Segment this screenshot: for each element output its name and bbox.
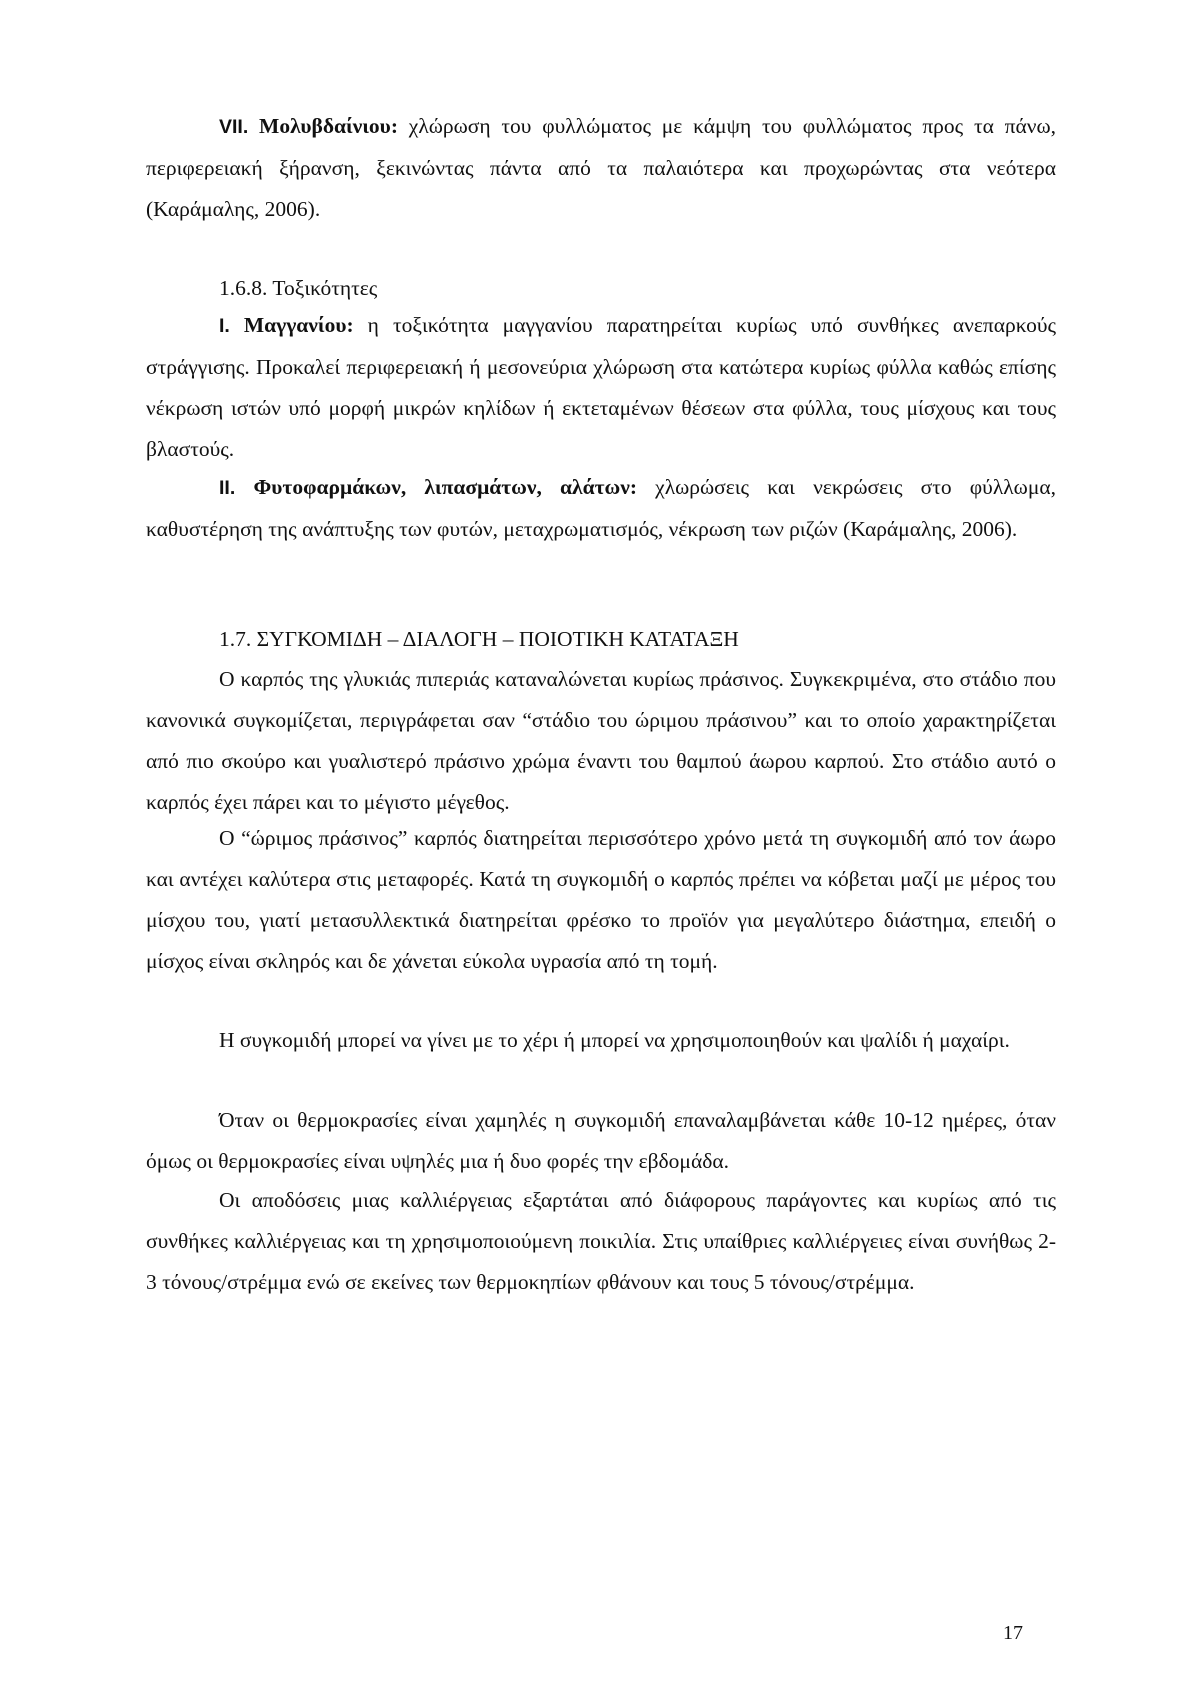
- item-text: η τοξικότητα μαγγανίου παρατηρείται κυρίως υπό συνθήκες ανεπαρκούς στράγγισης. Προκαλεί περιφερειακή ή μεσονεύρια χλώρωση στα κατώτερα κυρίως φύλλα καθώς επίσης νέκρωση ιστών υπό μορφή μικρών κηλίδων ή εκτεταμένων θέσεων στα φύλλα, τους μίσχους και τους βλαστούς.: [146, 313, 1056, 461]
- item-text: χλωρώσεις και νεκρώσεις στο φύλλωμα, καθυστέρηση της ανάπτυξης των φυτών, μεταχρωματισμός, νέκρωση των ριζών (Καράμαλης, 2006).: [146, 475, 1056, 541]
- list-item-vii: [146, 106, 1056, 230]
- subsection-heading: 1.6.8. Τοξικότητες: [219, 276, 378, 300]
- item-numeral: Ι.: [219, 315, 230, 337]
- paragraph-4: Όταν οι θερμοκρασίες είναι χαμηλές η συγκομιδή επαναλαμβάνεται κάθε 10-12 ημέρες, όταν όμως οι θερμοκρασίες είναι υψηλές μια ή δυο φορές την εβδομάδα.: [146, 1108, 1056, 1173]
- item-term: Μαγγανίου:: [243, 313, 354, 337]
- paragraph-3: Η συγκομιδή μπορεί να γίνει με το χέρι ή μπορεί να χρησιμοποιηθούν και ψαλίδι ή μαχαίρι.: [219, 1028, 1010, 1052]
- paragraph-2: Ο “ώριμος πράσινος” καρπός διατηρείται περισσότερο χρόνο μετά τη συγκομιδή από τον άωρο και αντέχει καλύτερα στις μεταφορές. Κατά τη συγκομιδή ο καρπός πρέπει να κόβεται μαζί με μέρος του μίσχου του, γιατί μετασυλλεκτικά διατηρείται φρέσκο το προϊόν για μεγαλύτερο διάστημα, επειδή ο μίσχος είναι σκληρός και δε χάνεται εύκολα υγρασία από τη τομή.: [146, 826, 1056, 973]
- item-term: Φυτοφαρμάκων, λιπασμάτων, αλάτων:: [253, 475, 637, 499]
- paragraph-5: Οι αποδόσεις μιας καλλιέργειας εξαρτάται από διάφορους παράγοντες και κυρίως από τις συνθήκες καλλιέργειας και τη χρησιμοποιούμενη ποικιλία. Στις υπαίθριες καλλιέργειες είναι συνήθως 2-3 τόνους/στρέμμα ενώ σε εκείνες των θερμοκηπίων φθάνουν και τους 5 τόνους/στρέμμα.: [146, 1188, 1056, 1294]
- item-text: χλώρωση του φυλλώματος με κάμψη του φυλλώματος προς τα πάνω, περιφερειακή ξήρανση, ξεκινώντας πάντα από τα παλαιότερα και προχωρώντας στα νεότερα (Καράμαλης, 2006).: [146, 114, 1056, 221]
- item-term: Μολυβδαίνιου:: [259, 114, 398, 138]
- paragraph-1: Ο καρπός της γλυκιάς πιπεριάς καταναλώνεται κυρίως πράσινος. Συγκεκριμένα, στο στάδιο που κανονικά συγκομίζεται, περιγράφεται σαν “στάδιο του ώριμου πράσινου” και το οποίο χαρακτηρίζεται από πιο σκούρο και γυαλιστερό πράσινο χρώμα έναντι του θαμπού άωρου καρπού. Στο στάδιο αυτό ο καρπός έχει πάρει και το μέγιστο μέγεθος.: [146, 667, 1056, 814]
- item-numeral: ΙΙ.: [219, 477, 236, 499]
- list-item-i: [146, 305, 1056, 470]
- page-number: 17: [1003, 1622, 1023, 1644]
- item-numeral: VII.: [219, 116, 249, 138]
- list-item-ii: [146, 467, 1056, 550]
- section-title: 1.7. ΣΥΓΚΟΜΙΔΗ – ΔΙΑΛΟΓΗ – ΠΟΙΟΤΙΚΗ ΚΑΤΑΤΑΞΗ: [219, 627, 739, 651]
